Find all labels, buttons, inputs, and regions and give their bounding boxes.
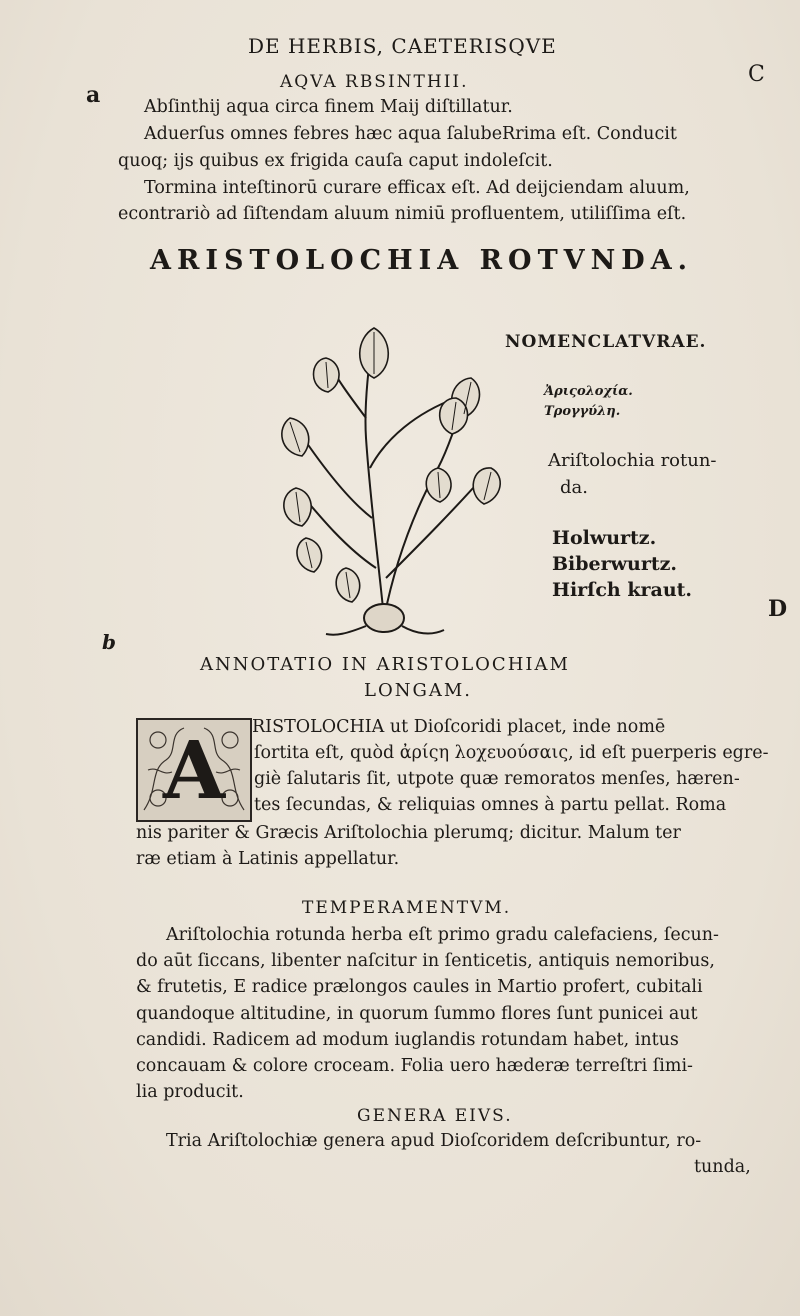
- signature-letter: C: [748, 62, 765, 87]
- decorated-initial: [136, 718, 252, 822]
- annotation-heading: ANNOTATIO IN ARISTOLOCHIAM: [200, 654, 570, 675]
- latin-name: Ariſtolochia rotun-: [548, 450, 717, 471]
- temperamentum-heading: TEMPERAMENTVM.: [302, 898, 512, 918]
- aristolochia-plant-woodcut: [266, 318, 506, 640]
- margin-letter-d: D: [768, 596, 788, 622]
- aqua-line: Aduerſus omnes febres hæc aqua ſalubeRrima eſt. Conducit: [144, 124, 677, 144]
- annotation-line: tes ſecundas, & reliquias omnes à partu pellat. Roma: [254, 795, 727, 815]
- greek-name: Τρογγύλη.: [544, 404, 621, 419]
- annotation-heading-cont: LONGAM.: [364, 680, 472, 701]
- german-name: Biberwurtz.: [552, 553, 678, 575]
- temperamentum-line: do aūt ſiccans, libenter naſcitur in ſenticetis, antiquis nemoribus,: [136, 951, 715, 971]
- annotation-line: ræ etiam à Latinis appellatur.: [136, 849, 400, 869]
- initial-letter: A: [162, 723, 226, 817]
- greek-name: Ἀριςολοχία.: [544, 384, 633, 399]
- margin-letter-a: a: [86, 82, 101, 108]
- margin-letter-b: b: [102, 630, 116, 654]
- temperamentum-line: candidi. Radicem ad modum iuglandis rotundam habet, intus: [136, 1030, 679, 1050]
- german-name: Hirſch kraut.: [552, 579, 693, 601]
- latin-name: da.: [560, 477, 588, 498]
- temperamentum-line: quandoque altitudine, in quorum ſummo flores ſunt punicei aut: [136, 1004, 698, 1024]
- annotation-line: giè ſalutaris ſit, utpote quæ remoratos menſes, hæren-: [254, 769, 740, 789]
- nomenclature-heading: NOMENCLATVRAE.: [505, 332, 707, 352]
- temperamentum-line: Ariſtolochia rotunda herba eſt primo gradu calefaciens, ſecun-: [166, 925, 719, 945]
- annotation-line: ſortita eſt, quòd ἀρίςη λοχευούσαις, id eſt puerperis egre-: [254, 743, 769, 763]
- section-heading-aqua: AQVA RBSINTHII.: [280, 72, 469, 92]
- aqua-line: quoq; ijs quibus ex frigida cauſa caput indoleſcit.: [118, 151, 553, 171]
- annotation-line: nis pariter & Græcis Ariſtolochia plerumq; dicitur. Malum ter: [136, 823, 681, 843]
- running-head: DE HERBIS, CAETERISQVE: [248, 34, 557, 58]
- genera-heading: GENERA EIVS.: [357, 1106, 513, 1126]
- aqua-line: econtrariò ad ſiſtendam aluum nimiū profluentem, utiliſſima eſt.: [118, 204, 687, 224]
- temperamentum-line: concauam & colore croceam. Folia uero hæderæ terreſtri ſimi-: [136, 1056, 693, 1076]
- genera-line: Tria Ariſtolochiæ genera apud Dioſcoridem deſcribuntur, ro-: [166, 1131, 702, 1151]
- annotation-line: RISTOLOCHIA ut Dioſcoridi placet, inde nomē: [252, 717, 666, 737]
- aqua-line: Tormina inteſtinorū curare efficax eſt. Ad deijciendam aluum,: [144, 178, 690, 198]
- aqua-line: Abſinthij aqua circa finem Maij diſtillatur.: [144, 97, 513, 117]
- temperamentum-line: & frutetis, E radice prælongos caules in Martio profert, cubitali: [136, 977, 703, 997]
- german-name: Holwurtz.: [552, 527, 657, 549]
- temperamentum-line: lia producit.: [136, 1082, 244, 1102]
- main-heading: ARISTOLOCHIA ROTVNDA.: [150, 245, 694, 276]
- genera-line: tunda,: [694, 1157, 751, 1177]
